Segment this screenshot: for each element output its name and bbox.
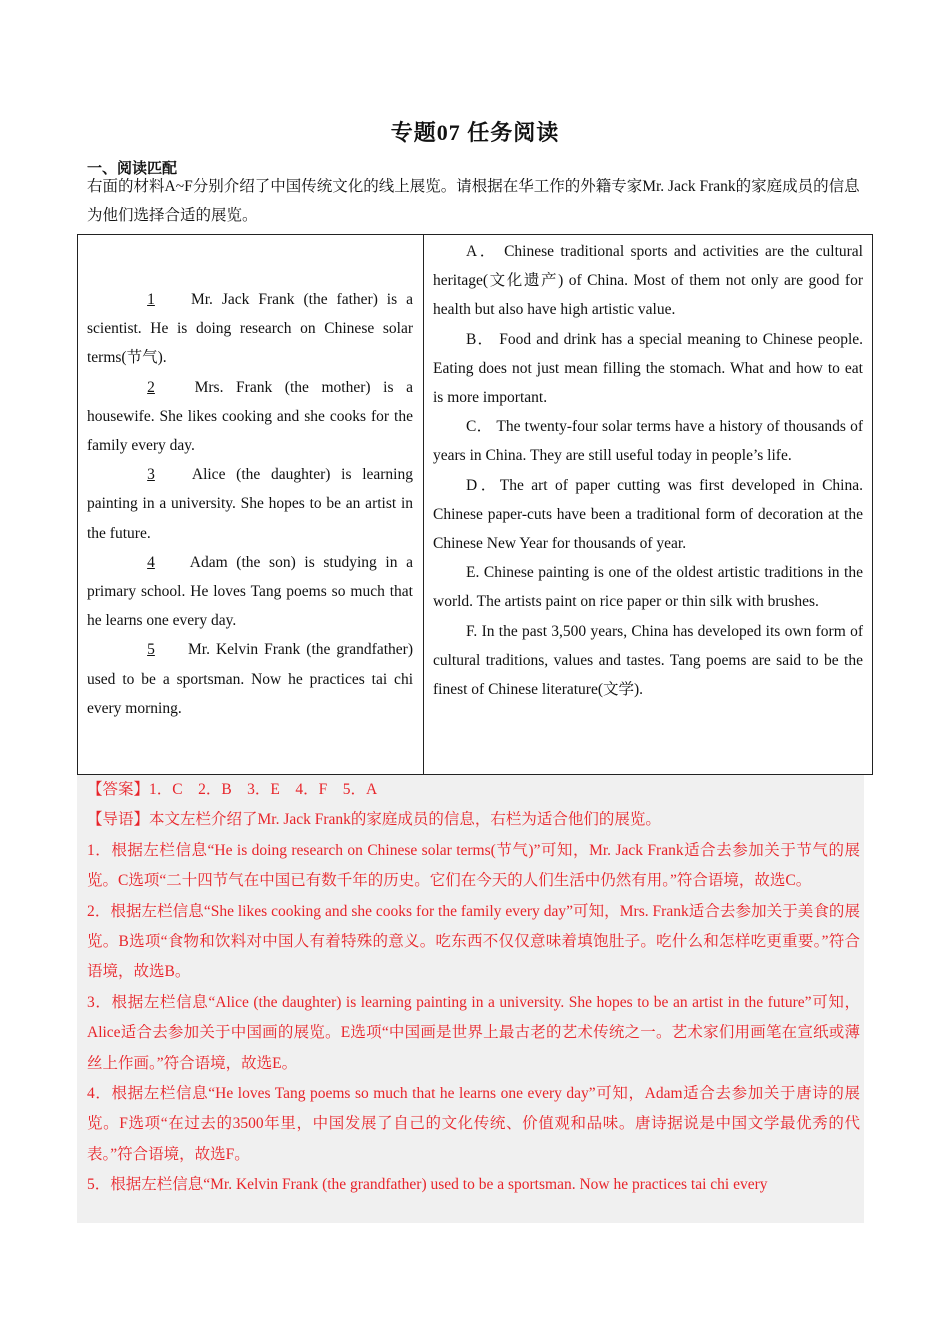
exhibition-option-e: E. Chinese painting is one of the oldest artistic traditions in the world. The artists paint on rice paper or thin silk with brushes. <box>433 564 863 611</box>
exhibition-option-d: D．The art of paper cutting was first developed in China. Chinese paper-cuts have been a traditional form of decoration at the Chinese New Year for thousands of year. <box>433 476 863 553</box>
family-member-item <box>87 548 413 636</box>
answer-explanation-5: 5．根据左栏信息“Mr. Kelvin Frank (the grandfather) used to be a sportsman. Now he practices tai chi every <box>87 1176 768 1194</box>
answer-explanation-box <box>77 775 864 1223</box>
answer-explanation-1: 1．根据左栏信息“He is doing research on Chinese solar terms(节气)”可知，Mr. Jack Frank适合去参加关于节气的展览。C选项“二十四节气在中国已有数千年的历史。它们在今天的人们生活中仍然有用。”符合语境，故选C。 <box>87 841 860 890</box>
family-member-text: Alice (the daughter) is learning painting in a university. She hopes to be an artist in the future. <box>87 466 413 542</box>
family-member-item <box>87 635 413 723</box>
exhibition-option-b: B． Food and drink has a special meaning to Chinese people. Eating does not just mean filling the stomach. What and how to eat is more important. <box>433 330 863 407</box>
exhibition-option-a: A． Chinese traditional sports and activities are the cultural heritage(文化遗产) of China. Most of them not only are good for health but also have high artistic value. <box>433 243 863 319</box>
answer-blank: 3 <box>147 466 155 484</box>
answer-blank: 5 <box>147 641 155 659</box>
family-member-item <box>87 285 413 373</box>
family-member-item <box>87 373 413 461</box>
answer-blank: 4 <box>147 553 155 571</box>
family-member-text: Adam (the son) is studying in a primary school. He loves Tang poems so much that he learns one every day. <box>87 553 413 630</box>
exhibition-option-f: F. In the past 3,500 years, China has developed its own form of cultural traditions, values and tastes. Tang poems are said to be the finest of Chinese literature(文学). <box>433 622 863 699</box>
answer-explanation-2: 2．根据左栏信息“She likes cooking and she cooks for the family every day”可知，Mrs. Frank适合去参加关于美食的展览。B选项“食物和饮料对中国人有着特殊的意义。吃东西不仅仅意味着填饱肚子。吃什么和怎样吃更重要。”符合语境，故选B。 <box>87 902 860 981</box>
family-member-text: Mrs. Frank (the mother) is a housewife. She likes cooking and she cooks for the family every day. <box>87 378 413 455</box>
answer-blank: 2 <box>147 378 155 396</box>
answer-explanation-3: 3．根据左栏信息“Alice (the daughter) is learning painting in a university. She hopes to be an artist in the future”可知，Alice适合去参加关于中国画的展览。E选项“中国画是世界上最古老的艺术传统之一。艺术家们用画笔在宣纸或薄丝上作画。”符合语境，故选E。 <box>87 993 860 1072</box>
answer-guide: 【导语】本文左栏介绍了Mr. Jack Frank的家庭成员的信息，右栏为适合他们的展览。 <box>87 811 661 829</box>
page-title: 专题07 任务阅读 <box>390 120 560 145</box>
exhibitions-column <box>424 235 872 774</box>
answer-explanation-4: 4．根据左栏信息“He loves Tang poems so much that he learns one every day”可知，Adam适合去参加关于唐诗的展览。F选项“在过去的3500年里，中国发展了自己的文化传统、价值观和品味。唐诗据说是中国文学最优秀的代表。”符合语境，故选F。 <box>87 1085 860 1163</box>
intro-paragraph: 右面的材料A~F分别介绍了中国传统文化的线上展览。请根据在华工作的外籍专家Mr. Jack Frank的家庭成员的信息为他们选择合适的展览。 <box>87 178 860 224</box>
matching-table <box>77 234 873 775</box>
answer-blank: 1 <box>147 291 155 308</box>
exhibition-option-c: C． The twenty-four solar terms have a history of thousands of years in China. They are still useful today in people’s life. <box>433 418 863 465</box>
answer-key: 【答案】1．C 2．B 3．E 4．F 5．A <box>87 781 378 798</box>
family-members-column <box>78 235 424 774</box>
family-member-text: Mr. Jack Frank (the father) is a scientist. He is doing research on Chinese solar terms(节气). <box>87 291 413 367</box>
family-member-text: Mr. Kelvin Frank (the grandfather) used to be a sportsman. Now he practices tai chi every morning. <box>87 641 413 717</box>
section-heading: 一、阅读匹配 <box>87 161 178 177</box>
family-member-item <box>87 460 413 548</box>
